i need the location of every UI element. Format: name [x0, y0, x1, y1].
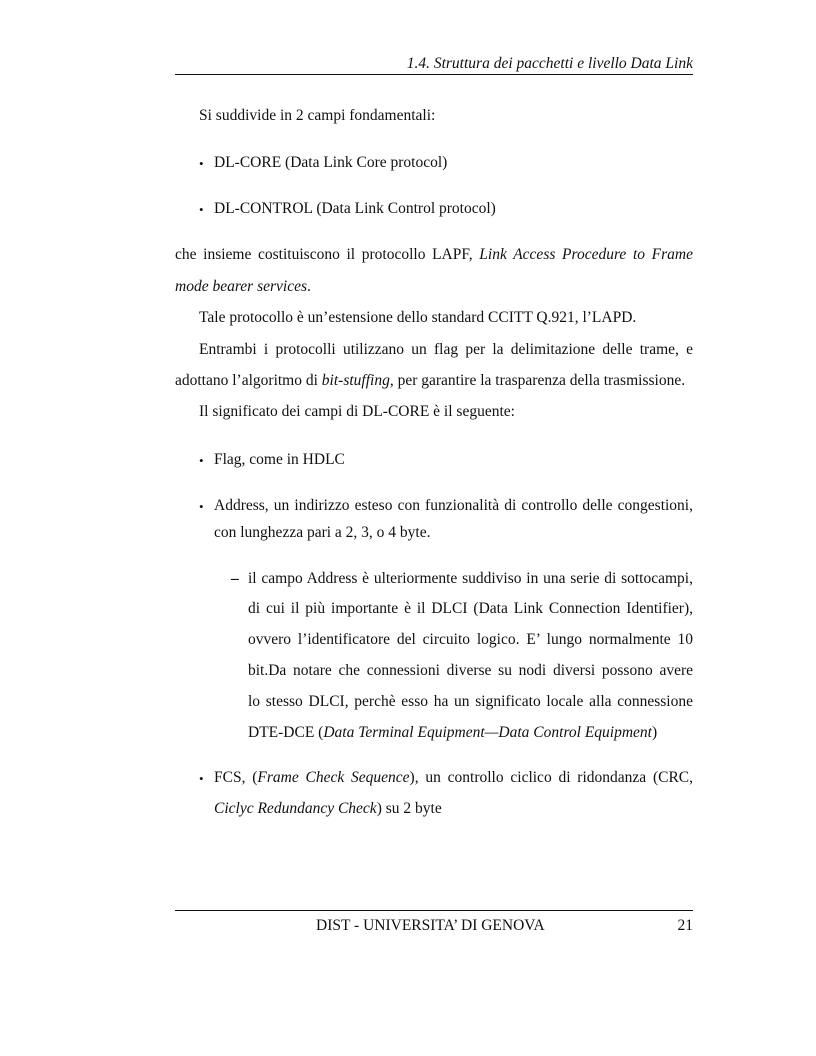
sub-item-line1: il campo Address è ulteriormente suddiviso in una serie di sottocampi, — [248, 570, 693, 587]
bullet-icon: • — [199, 771, 204, 786]
sub-item-line6: DTE-DCE (Data Terminal Equipment—Data Control Equipment) — [248, 724, 658, 741]
sub-item-line4: bit.Da notare che connessioni diverse su nodi diversi possono avere — [248, 662, 693, 679]
list-item-fcs-line2: Ciclyc Redundancy Check) su 2 byte — [214, 800, 442, 817]
flag-paragraph-line2: adottano l’algoritmo di bit-stuffing, per garantire la trasparenza della trasmissione. — [175, 372, 686, 389]
page-number: 21 — [677, 917, 693, 934]
lapf-paragraph-line1: che insieme costituiscono il protocollo LAPF, Link Access Procedure to Frame — [175, 246, 693, 263]
footer-rule — [175, 910, 693, 911]
footer-institution: DIST - UNIVERSITA’ DI GENOVA — [316, 917, 545, 934]
q921-paragraph: Tale protocollo è un’estensione dello standard CCITT Q.921, l’LAPD. — [199, 309, 637, 326]
list-item-dl-control: DL-CONTROL (Data Link Control protocol) — [214, 200, 496, 217]
sub-item-line3: ovvero l’identificatore del circuito logico. E’ lungo normalmente 10 — [248, 631, 693, 648]
bullet-icon: • — [199, 499, 204, 514]
sub-item-line5: lo stesso DLCI, perchè esso ha un significato locale alla connessione — [248, 693, 693, 710]
list-item-dl-core: DL-CORE (Data Link Core protocol) — [214, 154, 448, 171]
list-item-flag: Flag, come in HDLC — [214, 451, 345, 468]
list-item-address-line1: Address, un indirizzo esteso con funzionalità di controllo delle congestioni, — [214, 497, 693, 514]
flag-paragraph-line1: Entrambi i protocolli utilizzano un flag per la delimitazione delle trame, e — [199, 341, 693, 358]
running-header: 1.4. Struttura dei pacchetti e livello Data Link — [406, 55, 693, 72]
bullet-icon: • — [199, 156, 204, 171]
sub-item-line2: di cui il più importante è il DLCI (Data Link Connection Identifier), — [248, 600, 693, 617]
dlcore-intro-paragraph: Il significato dei campi di DL-CORE è il seguente: — [199, 403, 515, 420]
intro-paragraph: Si suddivide in 2 campi fondamentali: — [199, 107, 436, 124]
list-item-fcs-line1: FCS, (Frame Check Sequence), un controllo ciclico di ridondanza (CRC, — [214, 769, 693, 786]
bullet-icon: • — [199, 202, 204, 217]
list-item-address-line2: con lunghezza pari a 2, 3, o 4 byte. — [214, 524, 431, 541]
lapf-paragraph-line2: mode bearer services. — [175, 278, 311, 295]
header-rule — [175, 74, 693, 75]
bullet-icon: • — [199, 453, 204, 468]
dash-marker: – — [231, 570, 239, 587]
